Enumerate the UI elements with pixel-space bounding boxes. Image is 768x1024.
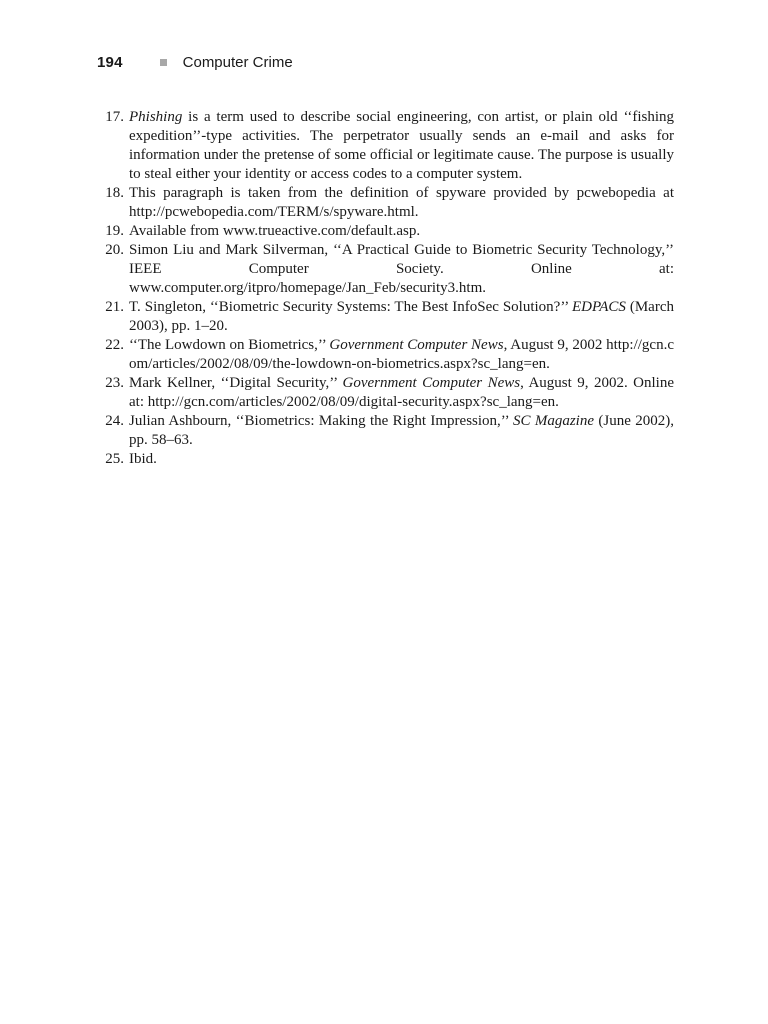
endnote-text-segment: T. Singleton, ‘‘Biometric Security Systems: The Best InfoSec Solution?’’ <box>129 299 573 315</box>
endnote-italic-title: Phishing <box>129 109 183 125</box>
endnote-text-segment: Ibid. <box>129 451 157 467</box>
endnotes-list <box>95 108 674 469</box>
endnote-text-segment: (March 2003), pp. 1–20. <box>129 299 674 334</box>
endnote-number: 19. <box>105 223 124 239</box>
endnote-text-segment: Julian Ashbourn, ‘‘Biometrics: Making the Right Impression,’’ <box>129 413 513 429</box>
endnote-text-segment: , August 9, 2002. Online at: http://gcn.com/articles/2002/08/09/digital-security.aspx?sc_lang=en. <box>129 375 674 410</box>
endnote-number: 24. <box>105 413 124 429</box>
endnote-italic-title: EDPACS <box>572 299 626 315</box>
endnote-italic-title: Government Computer News <box>329 337 504 353</box>
endnote-text-segment: Available from www.trueactive.com/default.asp. <box>129 223 421 239</box>
endnote-text-segment: , August 9, 2002 http://gcn.com/articles/2002/08/09/the-lowdown-on-biometrics.aspx?sc_lang=en. <box>129 337 674 372</box>
endnote-text <box>129 184 674 222</box>
endnote-number: 21. <box>105 299 124 315</box>
endnote-item <box>95 374 674 412</box>
endnote-number: 20. <box>105 242 124 258</box>
endnote-text-segment: This paragraph is taken from the definition of spyware provided by pcwebopedia at http://pcwebopedia.com/TERM/s/spyware.html. <box>129 185 674 220</box>
endnote-number: 22. <box>105 337 124 353</box>
endnote-text <box>129 336 674 374</box>
endnote-text <box>129 450 674 469</box>
endnote-item <box>95 108 674 184</box>
endnote-text-segment: Mark Kellner, ‘‘Digital Security,’’ <box>129 375 343 391</box>
endnote-number: 18. <box>105 185 124 201</box>
running-head <box>97 51 293 73</box>
endnote-number: 25. <box>105 451 124 467</box>
endnote-text <box>129 374 674 412</box>
endnote-text <box>129 222 674 241</box>
endnote-text <box>129 298 674 336</box>
endnote-text <box>129 108 674 184</box>
running-title: Computer Crime <box>182 53 293 71</box>
square-bullet-icon <box>160 59 167 66</box>
endnote-text <box>129 241 674 298</box>
endnote-item <box>95 298 674 336</box>
endnote-item <box>95 184 674 222</box>
endnote-item <box>95 412 674 450</box>
endnote-italic-title: SC Magazine <box>512 413 594 429</box>
endnote-text-segment: (June 2002), pp. 58–63. <box>129 413 674 448</box>
endnote-number: 17. <box>105 109 124 125</box>
endnote-item <box>95 222 674 241</box>
endnote-item <box>95 336 674 374</box>
endnote-text-segment: Simon Liu and Mark Silverman, ‘‘A Practical Guide to Biometric Security Technology,’’ IEEE Computer Society. Online at: www.computer.org/itpro/homepage/Jan_Feb/security3.htm. <box>129 242 674 296</box>
endnote-item <box>95 450 674 469</box>
endnote-text-segment: ‘‘The Lowdown on Biometrics,’’ <box>129 337 330 353</box>
endnote-item <box>95 241 674 298</box>
endnote-number: 23. <box>105 375 124 391</box>
endnote-italic-title: Government Computer News <box>342 375 521 391</box>
page-number: 194 <box>97 53 123 71</box>
endnote-text-segment: is a term used to describe social engineering, con artist, or plain old ‘‘fishing expedition’’-type activities. The perpetrator usually sends an e-mail and asks for information under the pretense of some official or legitimate cause. The purpose is usually to steal either your identity or access codes to a computer system. <box>129 109 674 182</box>
endnote-text <box>129 412 674 450</box>
